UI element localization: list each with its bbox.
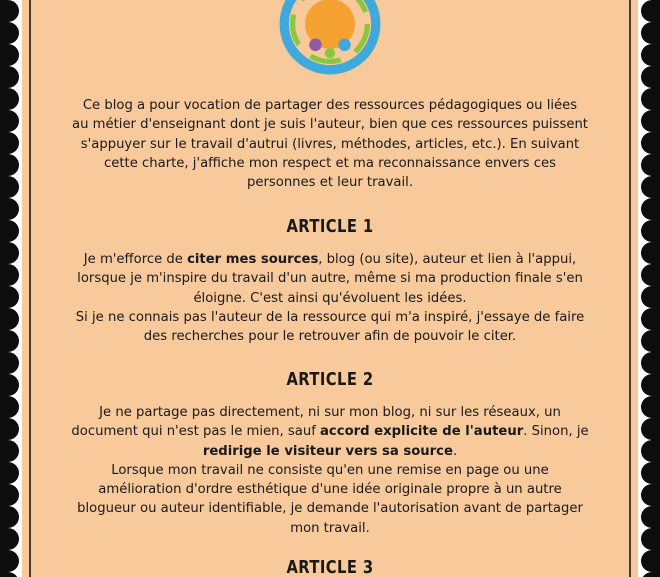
article-1-text: Je m'efforce de bbox=[83, 252, 188, 267]
article-2-emphasis: redirige le visiteur vers sa source bbox=[202, 443, 453, 459]
article-1-line: Si je ne connais pas l'auteur de la ressource qui m'a inspiré, j'essaye de faire bbox=[75, 309, 585, 325]
article-2-line: blogueur ou auteur identifiable, je demande l'autorisation avant de partager bbox=[77, 501, 583, 517]
article-2-title: ARTICLE 2 bbox=[286, 369, 374, 390]
article-2-line bbox=[40, 422, 620, 441]
article-2-text: . Sinon, je bbox=[523, 424, 589, 440]
article-1-paragraph bbox=[40, 250, 620, 346]
article-2-line: Je ne partage pas directement, ni sur mon blog, ni sur les réseaux, un bbox=[99, 405, 561, 420]
article-2-text: . bbox=[452, 443, 458, 459]
intro-line: personnes et leur travail. bbox=[246, 175, 414, 191]
article-2-line bbox=[40, 442, 620, 461]
article-1-line: lorsque je m'inspire du travail d'un autre, même si ma production finale s'en bbox=[77, 271, 583, 287]
logo-icon bbox=[278, 0, 382, 76]
intro-line: au métier d'enseignant dont je suis l'auteur, bien que ces ressources puissent bbox=[72, 117, 588, 133]
article-1-line: des recherches pour le retrouver afin de pouvoir le citer. bbox=[143, 329, 517, 345]
article-1-text: , blog (ou site), auteur et lien à l'appui, bbox=[318, 252, 577, 267]
article-1-title: ARTICLE 1 bbox=[286, 216, 374, 237]
article-2-paragraph bbox=[40, 403, 620, 538]
article-2-line: amélioration d'ordre esthétique d'une idée originale propre à un autre bbox=[98, 482, 562, 498]
intro-paragraph bbox=[40, 96, 620, 192]
intro-line: s'appuyer sur le travail d'autrui (livres, méthodes, articles, etc.). En suivant bbox=[80, 136, 580, 152]
charter-content bbox=[40, 0, 620, 577]
article-2-text: document qui n'est pas le mien, sauf bbox=[71, 424, 321, 440]
article-2-emphasis: accord explicite de l'auteur bbox=[320, 424, 524, 440]
intro-line: cette charte, j'affiche mon respect et ma reconnaissance envers ces bbox=[104, 155, 556, 171]
article-1-line bbox=[40, 250, 620, 269]
article-1-line: éloigne. C'est ainsi qu'évoluent les idées. bbox=[193, 290, 467, 306]
article-1-emphasis: citer mes sources bbox=[187, 252, 319, 267]
article-3-title: ARTICLE 3 bbox=[286, 557, 374, 577]
article-2-line: mon travail. bbox=[290, 520, 370, 536]
intro-line: Ce blog a pour vocation de partager des ressources pédagogiques ou liées bbox=[82, 98, 578, 113]
article-2-line: Lorsque mon travail ne consiste qu'en une remise en page ou une bbox=[111, 462, 549, 478]
